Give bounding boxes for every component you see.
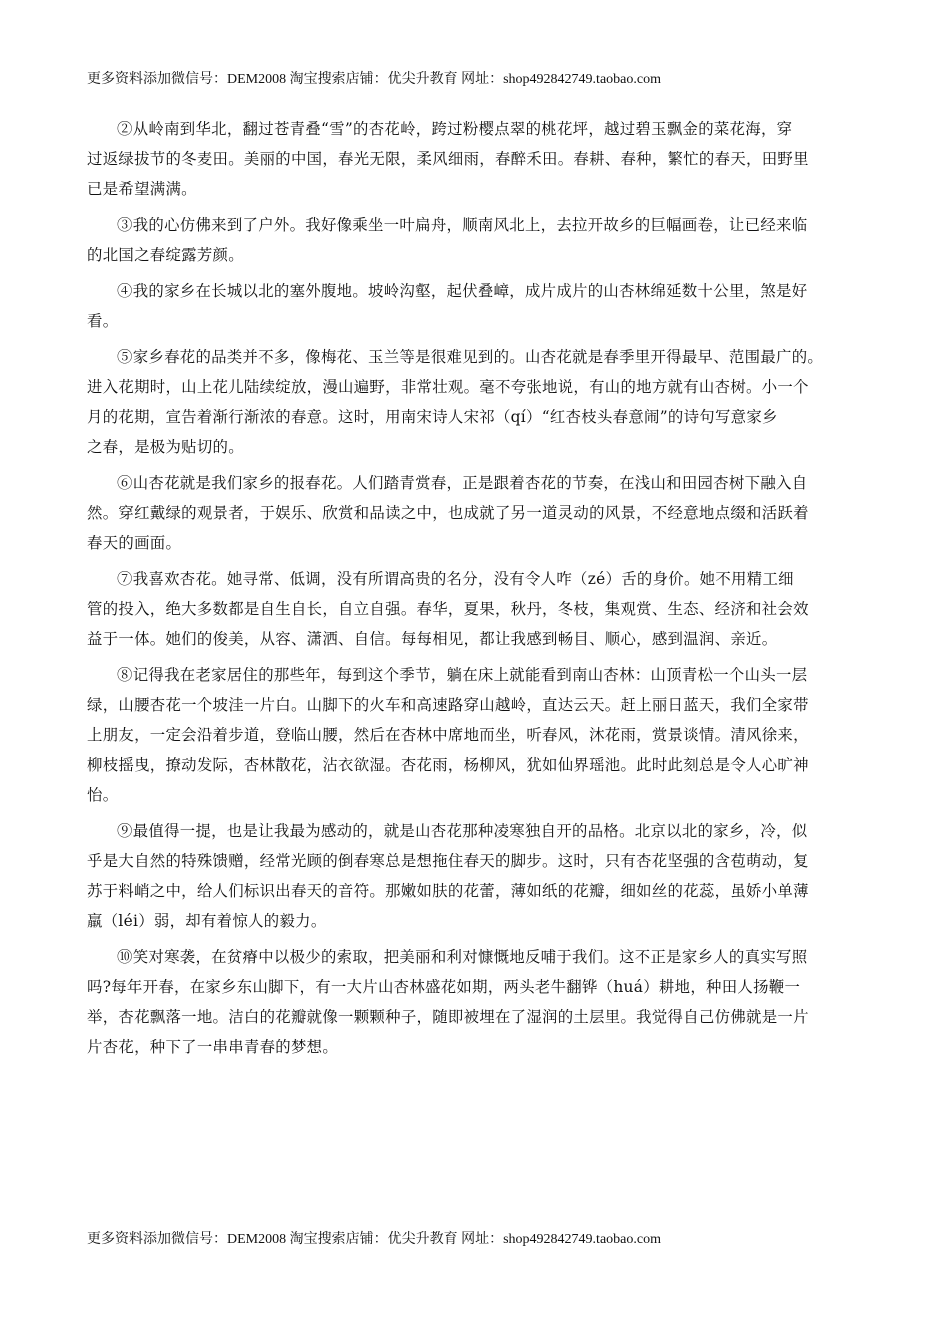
paragraph-line: 已是希望满满。	[87, 180, 197, 198]
paragraph-line: 片杏花，种下了一串串青春的梦想。	[87, 1038, 339, 1056]
paragraph	[87, 564, 863, 654]
paragraph	[87, 342, 863, 462]
paragraph	[87, 210, 863, 270]
page-header: 更多资料添加微信号：DEM2008 淘宝搜索店铺：优尖升教育 网址：shop492842749.taobao.com	[87, 72, 661, 87]
paragraph-line: 月的花期，宣告着渐行渐浓的春意。这时，用南宋诗人宋祁（qí）“红杏枝头春意闹”的诗句写意家乡	[87, 408, 778, 426]
paragraph-line: ②从岭南到华北，翻过苍青叠“雪”的杏花岭，跨过粉樱点翠的桃花坪，越过碧玉飘金的菜花海，穿	[117, 120, 793, 138]
paragraph-line: ⑤家乡春花的品类并不多，像梅花、玉兰等是很难见到的。山杏花就是春季里开得最早、范围最广的。	[117, 348, 824, 366]
paragraph-line: ⑦我喜欢杏花。她寻常、低调，没有所谓高贵的名分，没有令人咋（zé）舌的身价。她不用精工细	[117, 570, 794, 588]
paragraph-line: ⑨最值得一提，也是让我最为感动的，就是山杏花那种凌寒独自开的品格。北京以北的家乡，冷，似	[117, 822, 808, 840]
paragraph	[87, 114, 863, 204]
paragraph-line: 的北国之春绽露芳颜。	[87, 246, 244, 264]
paragraph-line: 举，杏花飘落一地。洁白的花瓣就像一颗颗种子，随即被埋在了湿润的土层里。我觉得自己仿佛就是一片	[87, 1008, 809, 1026]
paragraph	[87, 276, 863, 336]
paragraph-line: 绿，山腰杏花一个坡洼一片白。山脚下的火车和高速路穿山越岭，直达云天。赶上丽日蓝天，我们全家带	[87, 696, 809, 714]
page-footer: 更多资料添加微信号：DEM2008 淘宝搜索店铺：优尖升教育 网址：shop492842749.taobao.com	[87, 1232, 661, 1247]
paragraph-line: 怡。	[87, 786, 119, 804]
paragraph-line: 羸（léi）弱，却有着惊人的毅力。	[87, 912, 327, 930]
paragraph-line: 吗?每年开春，在家乡东山脚下，有一大片山杏林盛花如期，两头老牛翻铧（huá）耕地，种田人扬鞭一	[87, 978, 801, 996]
paragraph-line: 春天的画面。	[87, 534, 182, 552]
paragraph-line: ④我的家乡在长城以北的塞外腹地。坡岭沟壑，起伏叠嶂，成片成片的山杏林绵延数十公里，煞是好	[117, 282, 808, 300]
paragraph-line: 管的投入，绝大多数都是自生自长，自立自强。春华，夏果，秋丹，冬枝，集观赏、生态、经济和社会效	[87, 600, 809, 618]
article-body	[87, 114, 863, 1062]
paragraph-line: 看。	[87, 312, 119, 330]
paragraph	[87, 816, 863, 936]
paragraph-line: 上朋友，一定会沿着步道，登临山腰，然后在杏林中席地而坐，听春风，沐花雨，赏景谈情。清风徐来，	[87, 726, 809, 744]
paragraph-line: 之春，是极为贴切的。	[87, 438, 244, 456]
paragraph-line: 乎是大自然的特殊馈赠，经常光顾的倒春寒总是想拖住春天的脚步。这时，只有杏花坚强的含苞萌动，复	[87, 852, 809, 870]
paragraph	[87, 468, 863, 558]
paragraph-line: ⑩笑对寒袭，在贫瘠中以极少的索取，把美丽和利对慷慨地反哺于我们。这不正是家乡人的真实写照	[117, 948, 808, 966]
paragraph-line: ⑧记得我在老家居住的那些年，每到这个季节，躺在床上就能看到南山杏林：山顶青松一个山头一层	[117, 666, 808, 684]
paragraph-line: 益于一体。她们的俊美，从容、潇洒、自信。每每相见，都让我感到畅目、顺心，感到温润、亲近。	[87, 630, 778, 648]
paragraph-line: ⑥山杏花就是我们家乡的报春花。人们踏青赏春，正是跟着杏花的节奏，在浅山和田园杏树下融入自	[117, 474, 808, 492]
paragraph	[87, 942, 863, 1062]
paragraph-line: 进入花期时，山上花儿陆续绽放，漫山遍野，非常壮观。毫不夸张地说，有山的地方就有山杏树。小一个	[87, 378, 809, 396]
paragraph	[87, 660, 863, 810]
paragraph-line: 柳枝摇曳，撩动发际，杏林散花，沾衣欲湿。杏花雨，杨柳风，犹如仙界瑶池。此时此刻总是令人心旷神	[87, 756, 809, 774]
paragraph-line: 苏于料峭之中，给人们标识出春天的音符。那嫩如肤的花蕾，薄如纸的花瓣，细如丝的花蕊，虽娇小单薄	[87, 882, 809, 900]
paragraph-line: ③我的心仿佛来到了户外。我好像乘坐一叶扁舟，顺南风北上，去拉开故乡的巨幅画卷，让已经来临	[117, 216, 808, 234]
paragraph-line: 过返绿拔节的冬麦田。美丽的中国，春光无限，柔风细雨，春醉禾田。春耕、春种，繁忙的春天，田野里	[87, 150, 809, 168]
paragraph-line: 然。穿红戴绿的观景者，于娱乐、欣赏和品读之中，也成就了另一道灵动的风景，不经意地点缀和活跃着	[87, 504, 809, 522]
